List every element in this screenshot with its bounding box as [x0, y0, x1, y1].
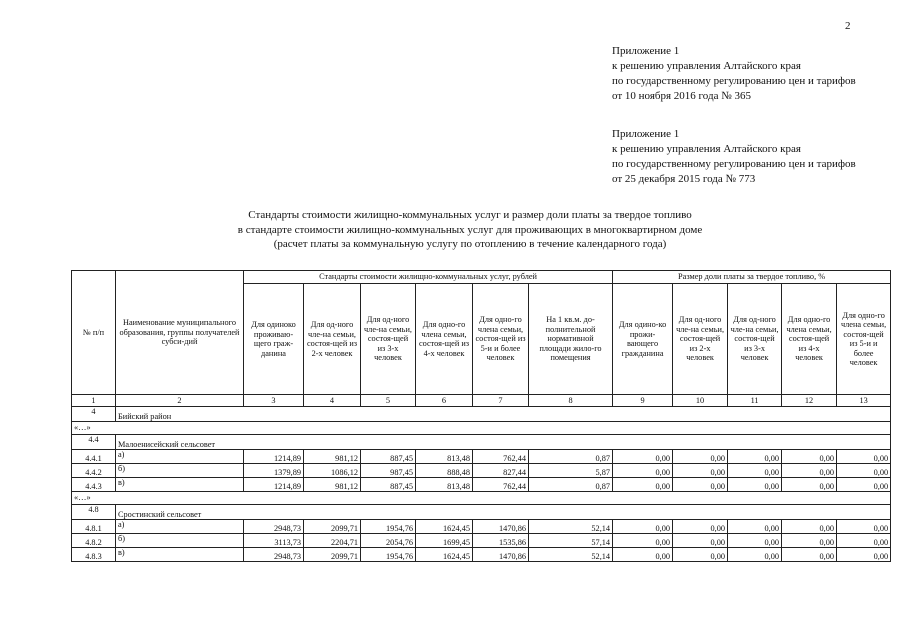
row-value: 1086,12 [304, 464, 361, 478]
column-number: 4 [304, 395, 361, 407]
row-value: 52,14 [529, 520, 613, 534]
row-value: 0,00 [613, 478, 673, 492]
row-value: 0,00 [837, 478, 891, 492]
row-value: 2204,71 [304, 534, 361, 548]
row-value: 762,44 [473, 478, 529, 492]
row-value: 1379,89 [244, 464, 304, 478]
row-value: 0,00 [782, 478, 837, 492]
row-value: 0,00 [728, 450, 782, 464]
header-municipality: Наименование муниципального образования, группы получателей субси-дий [116, 271, 244, 395]
row-value: 1954,76 [361, 548, 416, 562]
row-value: 2099,71 [304, 548, 361, 562]
table-row [72, 548, 891, 562]
row-value: 0,00 [782, 548, 837, 562]
column-number: 7 [473, 395, 529, 407]
column-number: 11 [728, 395, 782, 407]
row-value: 0,00 [673, 534, 728, 548]
section-code: 4.4 [72, 435, 116, 450]
row-value: 887,45 [361, 450, 416, 464]
row-value: 0,00 [782, 520, 837, 534]
row-value: 762,44 [473, 450, 529, 464]
row-value: 0,87 [529, 478, 613, 492]
document-title [200, 208, 740, 252]
row-value: 0,00 [728, 478, 782, 492]
row-value: 0,00 [782, 450, 837, 464]
row-label: а) [116, 450, 244, 464]
row-value: 2099,71 [304, 520, 361, 534]
column-number: 6 [416, 395, 473, 407]
row-value: 0,00 [673, 464, 728, 478]
row-value: 1470,86 [473, 520, 529, 534]
column-number: 3 [244, 395, 304, 407]
settlement-name: Малоенисейский сельсовет [116, 435, 891, 450]
row-value: 981,12 [304, 478, 361, 492]
column-number: 13 [837, 395, 891, 407]
header-cost-col: Для од-ного чле-на семьи, состоя-щей из 2-х человек [304, 284, 361, 395]
header-fuel-col: Для од-ного чле-на семьи, состоя-щей из 2-х человек [673, 284, 728, 395]
title-line: (расчет платы за коммунальную услугу по отоплению в течение календарного года) [273, 238, 667, 250]
row-value: 0,00 [728, 520, 782, 534]
column-number: 9 [613, 395, 673, 407]
row-value: 0,00 [837, 464, 891, 478]
row-value: 5,87 [529, 464, 613, 478]
section-row [72, 407, 891, 422]
row-value: 0,00 [837, 534, 891, 548]
row-value: 0,00 [673, 548, 728, 562]
row-value: 0,00 [673, 520, 728, 534]
row-value: 0,00 [837, 548, 891, 562]
header-fuel-col: Для одино-ко прожи-вающего гражданина [613, 284, 673, 395]
omission-mark: «…» [72, 422, 891, 435]
row-value: 1214,89 [244, 478, 304, 492]
row-value: 2054,76 [361, 534, 416, 548]
appendix-line: к решению управления Алтайского края [612, 143, 801, 155]
section-row [72, 505, 891, 520]
row-code: 4.8.3 [72, 548, 116, 562]
omission-row [72, 422, 891, 435]
row-value: 1699,45 [416, 534, 473, 548]
row-value: 52,14 [529, 548, 613, 562]
row-value: 0,00 [613, 450, 673, 464]
header-cost-col: Для одно-го члена семьи, состоя-щей из 4-х человек [416, 284, 473, 395]
row-value: 0,00 [613, 534, 673, 548]
row-value: 813,48 [416, 450, 473, 464]
column-number: 1 [72, 395, 116, 407]
standards-table [71, 270, 891, 562]
title-line: в стандарте стоимости жилищно-коммунальных услуг для проживающих в многоквартирном доме [237, 223, 703, 236]
row-value: 0,00 [837, 450, 891, 464]
row-value: 1954,76 [361, 520, 416, 534]
row-value: 0,00 [728, 548, 782, 562]
row-value: 1470,86 [473, 548, 529, 562]
appendix-line: по государственному регулированию цен и тарифов [612, 158, 856, 170]
row-value: 0,87 [529, 450, 613, 464]
column-number-row [72, 395, 891, 407]
section-code: 4.8 [72, 505, 116, 520]
appendix-block-current [612, 44, 856, 104]
column-number: 2 [116, 395, 244, 407]
row-value: 887,45 [361, 478, 416, 492]
settlement-name: Сростинский сельсовет [116, 505, 891, 520]
row-code: 4.8.1 [72, 520, 116, 534]
row-value: 0,00 [728, 464, 782, 478]
header-cost-col: Для од-ного чле-на семьи, состоя-щей из 3-х человек [361, 284, 416, 395]
appendix-line: по государственному регулированию цен и тарифов [612, 75, 856, 87]
row-label: в) [116, 478, 244, 492]
row-code: 4.4.1 [72, 450, 116, 464]
header-cost-col: На 1 кв.м. до-полнительной нормативной площади жило-го помещения [529, 284, 613, 395]
table-row [72, 464, 891, 478]
table-body [72, 395, 891, 562]
omission-mark: «…» [72, 492, 891, 505]
row-value: 0,00 [782, 534, 837, 548]
row-label: в) [116, 548, 244, 562]
row-code: 4.4.3 [72, 478, 116, 492]
row-value: 888,48 [416, 464, 473, 478]
appendix-line: к решению управления Алтайского края [612, 60, 801, 72]
appendix-line: от 10 ноября 2016 года № 365 [612, 90, 751, 102]
header-fuel-col: Для одно-го члена семьи, состоя-щей из 5-и и более человек [837, 284, 891, 395]
omission-row [72, 492, 891, 505]
column-number: 5 [361, 395, 416, 407]
column-number: 12 [782, 395, 837, 407]
title-line: Стандарты стоимости жилищно-коммунальных услуг и размер доли платы за твердое топливо [248, 209, 692, 221]
row-value: 981,12 [304, 450, 361, 464]
row-value: 0,00 [613, 520, 673, 534]
header-number: № п/п [72, 271, 116, 395]
table-row [72, 450, 891, 464]
header-fuel-col: Для од-ного чле-на семьи, состоя-щей из 3-х человек [728, 284, 782, 395]
row-value: 0,00 [613, 548, 673, 562]
appendix-block-original [612, 127, 856, 187]
header-cost-col: Для одно-го члена семьи, состоя-щей из 5-и и более человек [473, 284, 529, 395]
row-value: 813,48 [416, 478, 473, 492]
page-number: 2 [845, 20, 851, 32]
row-label: б) [116, 534, 244, 548]
row-value: 0,00 [837, 520, 891, 534]
row-value: 1624,45 [416, 548, 473, 562]
row-value: 2948,73 [244, 548, 304, 562]
table-row [72, 478, 891, 492]
header-cost-col: Для одиноко проживаю-щего граж-данина [244, 284, 304, 395]
column-number: 10 [673, 395, 728, 407]
row-value: 0,00 [613, 464, 673, 478]
table-row [72, 534, 891, 548]
appendix-line: Приложение 1 [612, 45, 680, 57]
appendix-line: от 25 декабря 2015 года № 773 [612, 173, 756, 185]
district-name: Бийский район [116, 407, 891, 422]
row-value: 987,45 [361, 464, 416, 478]
column-number: 8 [529, 395, 613, 407]
row-code: 4.4.2 [72, 464, 116, 478]
row-value: 0,00 [673, 450, 728, 464]
header-fuel-col: Для одно-го члена семьи, состоя-щей из 4-х человек [782, 284, 837, 395]
appendix-line: Приложение 1 [612, 128, 680, 140]
header-group-fuel-share: Размер доли платы за твердое топливо, % [613, 271, 891, 284]
row-value: 2948,73 [244, 520, 304, 534]
row-value: 1535,86 [473, 534, 529, 548]
section-row [72, 435, 891, 450]
row-label: а) [116, 520, 244, 534]
row-label: б) [116, 464, 244, 478]
row-value: 1214,89 [244, 450, 304, 464]
row-code: 4.8.2 [72, 534, 116, 548]
row-value: 0,00 [782, 464, 837, 478]
row-value: 3113,73 [244, 534, 304, 548]
row-value: 57,14 [529, 534, 613, 548]
section-code: 4 [72, 407, 116, 422]
row-value: 0,00 [728, 534, 782, 548]
row-value: 1624,45 [416, 520, 473, 534]
row-value: 0,00 [673, 478, 728, 492]
table-row [72, 520, 891, 534]
header-group-costs: Стандарты стоимости жилищно-коммунальных услуг, рублей [244, 271, 613, 284]
row-value: 827,44 [473, 464, 529, 478]
